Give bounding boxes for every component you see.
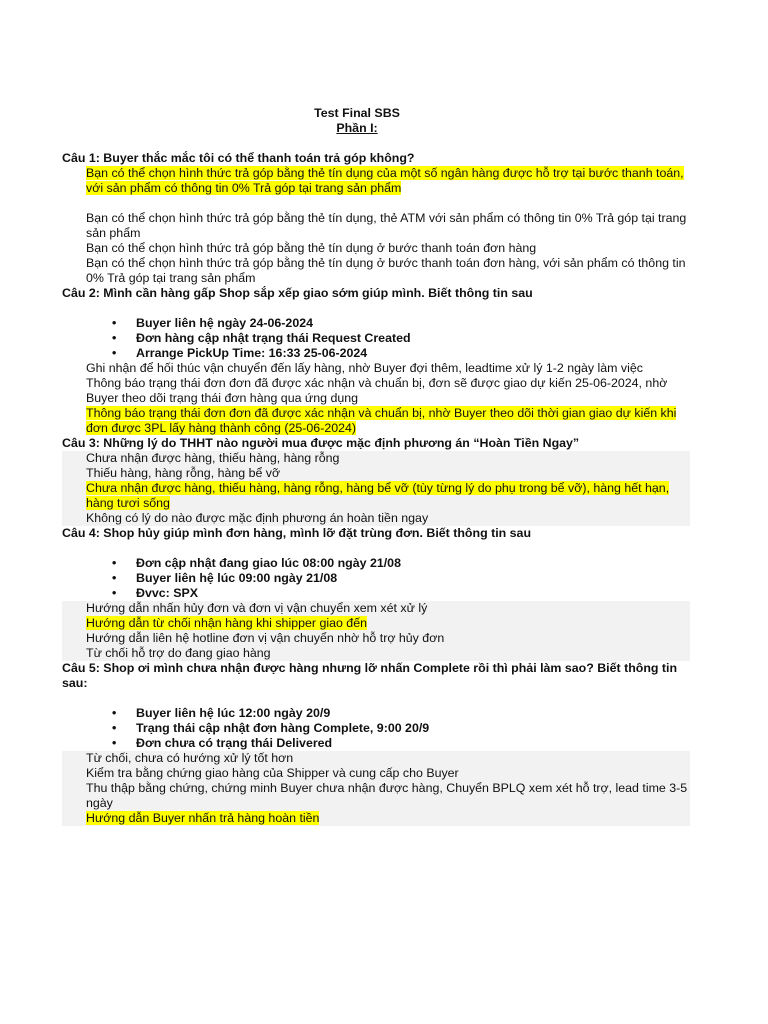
answer-option [62,166,690,196]
bullet-icon: • [112,331,117,345]
info-item: • Đơn hàng cập nhật trạng thái Request Created [112,331,411,345]
answer-option [62,466,690,481]
answer-option [62,376,690,406]
answer-option [62,361,690,376]
info-item: • Buyer liên hệ ngày 24-06-2024 [112,316,313,330]
answer-option [62,781,690,811]
spacer [62,541,690,556]
answer-text: Ghi nhận để hối thúc vận chuyển đến lấy hàng, nhờ Buyer đợi thêm, leadtime xử lý 1-2 ngày làm việc [86,361,643,375]
answer-option [62,646,690,661]
answer-option [62,451,690,466]
answer-text: Thu thập bằng chứng, chứng minh Buyer chưa nhận được hàng, Chuyển BPLQ xem xét hỗ trợ, lead time 3-5 ngày [86,781,688,810]
answer-text: Hướng dẫn nhấn hủy đơn và đơn vị vận chuyển xem xét xử lý [86,601,428,615]
question-1: Câu 1: Buyer thắc mắc tôi có thể thanh toán trả góp không? [62,151,415,165]
answer-option [62,511,690,526]
info-item: • Arrange PickUp Time: 16:33 25-06-2024 [112,346,368,360]
bullet-icon: • [112,586,117,600]
bullet-icon: • [112,736,117,750]
answer-text: Hướng dẫn liên hệ hotline đơn vị vận chuyển nhờ hỗ trợ hủy đơn [86,631,445,645]
answer-option [62,751,690,766]
answer-text-highlighted: Bạn có thể chọn hình thức trả góp bằng thẻ tín dụng của một số ngân hàng được hỗ trợ tại bước thanh toán, với sản phẩm có thông tin 0% Trả góp tại trang sản phẩm [86,166,684,195]
answer-option [62,481,690,511]
info-list [62,556,690,601]
info-list [62,316,690,361]
spacer [62,301,690,316]
answer-option [62,241,690,256]
document-page [62,106,690,826]
part-heading: Phần I: [336,121,378,135]
bullet-icon: • [112,571,117,585]
info-item: • Đvvc: SPX [112,586,198,600]
doc-title: Test Final SBS [314,106,400,120]
answer-text-highlighted: Hướng dẫn Buyer nhấn trả hàng hoàn tiền [86,811,320,825]
answer-option [62,811,690,826]
answer-text: Bạn có thể chọn hình thức trả góp bằng thẻ tín dụng, thẻ ATM với sản phẩm có thông tin 0% Trả góp tại trang sản phẩm [86,211,687,240]
bullet-icon: • [112,316,117,330]
spacer [62,196,690,211]
bullet-icon: • [112,721,117,735]
answer-text: Từ chối, chưa có hướng xử lý tốt hơn [86,751,294,765]
answer-option [62,211,690,241]
info-item: • Trạng thái cập nhật đơn hàng Complete, 9:00 20/9 [112,721,430,735]
answer-text: Thiếu hàng, hàng rỗng, hàng bể vỡ [86,466,281,480]
answer-text: Bạn có thể chọn hình thức trả góp bằng thẻ tín dụng ở bước thanh toán đơn hàng, với sản phẩm có thông tin 0% Trả góp tại trang sản phẩm [86,256,686,285]
answer-option [62,631,690,646]
info-item: • Buyer liên hệ lúc 12:00 ngày 20/9 [112,706,331,720]
answer-text: Chưa nhận được hàng, thiếu hàng, hàng rỗng [86,451,340,465]
bullet-icon: • [112,346,117,360]
answer-text: Bạn có thể chọn hình thức trả góp bằng thẻ tín dụng ở bước thanh toán đơn hàng [86,241,537,255]
question-5: Câu 5: Shop ơi mình chưa nhận được hàng nhưng lỡ nhấn Complete rồi thì phải làm sao? Biết thông tin sau: [62,661,678,690]
question-4: Câu 4: Shop hủy giúp mình đơn hàng, mình lỡ đặt trùng đơn. Biết thông tin sau [62,526,532,540]
info-item: • Đơn chưa có trạng thái Delivered [112,736,333,750]
answer-text-highlighted: Chưa nhận được hàng, thiếu hàng, hàng rỗng, hàng bể vỡ (tùy từng lý do phụ trong bể vỡ), hàng hết hạn, hàng tươi sống [86,481,670,510]
info-item: • Buyer liên hệ lúc 09:00 ngày 21/08 [112,571,338,585]
info-list [62,706,690,751]
bullet-icon: • [112,706,117,720]
answer-option [62,601,690,616]
answer-option [62,256,690,286]
info-item: • Đơn cập nhật đang giao lúc 08:00 ngày 21/08 [112,556,401,570]
answer-text-highlighted: Thông báo trạng thái đơn đơn đã được xác nhận và chuẩn bị, nhờ Buyer theo dõi thời gian giao dự kiến khi đơn được 3PL lấy hàng thành công (25-06-2024) [86,406,677,435]
answer-option [62,766,690,781]
question-2: Câu 2: Mình cần hàng gấp Shop sắp xếp giao sớm giúp mình. Biết thông tin sau [62,286,533,300]
answer-text-highlighted: Hướng dẫn từ chối nhận hàng khi shipper giao đến [86,616,367,630]
question-3: Câu 3: Những lý do THHT nào người mua được mặc định phương án “Hoàn Tiền Ngay” [62,436,580,450]
spacer [62,691,690,706]
answer-option [62,406,690,436]
answer-text: Từ chối hỗ trợ do đang giao hàng [86,646,271,660]
answer-option [62,616,690,631]
answer-text: Không có lý do nào được mặc định phương án hoàn tiền ngay [86,511,429,525]
bullet-icon: • [112,556,117,570]
answer-text: Kiểm tra bằng chứng giao hàng của Shipper và cung cấp cho Buyer [86,766,459,780]
answer-text: Thông báo trạng thái đơn đơn đã được xác nhận và chuẩn bị, đơn sẽ được giao dự kiến 25-06-2024, nhờ Buyer theo dõi trạng thái đơn hàng qua ứng dụng [86,376,668,405]
spacer [62,136,690,151]
